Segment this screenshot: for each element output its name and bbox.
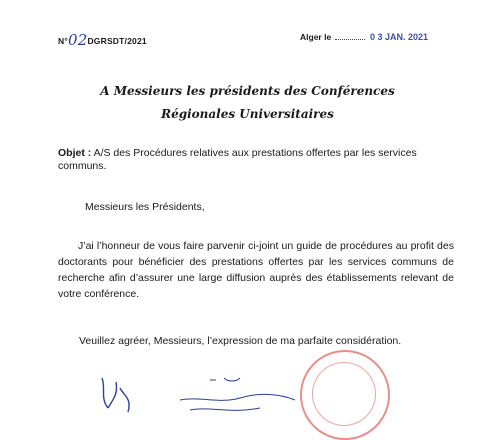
addressee-title-line-1: A Messieurs les présidents des Conférences	[100, 84, 395, 98]
date-line	[300, 32, 428, 42]
handwritten-signature	[92, 368, 172, 418]
body-paragraph: J’ai l’honneur de vous faire parvenir ci-joint un guide de procédures au profit des doctorants pour bénéficier des prestations offertes par les services communs de recherche afin d’assurer une large diffusion auprès des établissements relevant de votre conférence.	[58, 240, 454, 300]
date-stamp: 0 3 JAN. 2021	[369, 32, 428, 42]
official-seal-inner-ring	[312, 362, 376, 426]
salutation: Messieurs les Présidents,	[85, 201, 205, 213]
addressee-title-line-2: Régionales Universitaires	[161, 107, 334, 121]
ref-suffix: DGRSDT/2021	[87, 36, 147, 46]
signature-area	[80, 350, 440, 400]
subject-block	[58, 147, 458, 173]
official-seal	[300, 350, 390, 440]
ref-prefix: N°	[58, 36, 68, 46]
date-dotted-line	[335, 39, 365, 40]
reference-number	[58, 30, 147, 48]
closing-formula: Veuillez agréer, Messieurs, l’expression de ma parfaite considération.	[79, 335, 402, 347]
ref-handwritten-number: 02	[67, 31, 88, 49]
date-prefix: Alger le	[300, 32, 332, 42]
signatory-block-scribble	[170, 370, 300, 420]
subject-label: Objet :	[58, 147, 92, 159]
subject-text: A/S des Procédures relatives aux prestations offertes par les services communs.	[58, 147, 417, 172]
